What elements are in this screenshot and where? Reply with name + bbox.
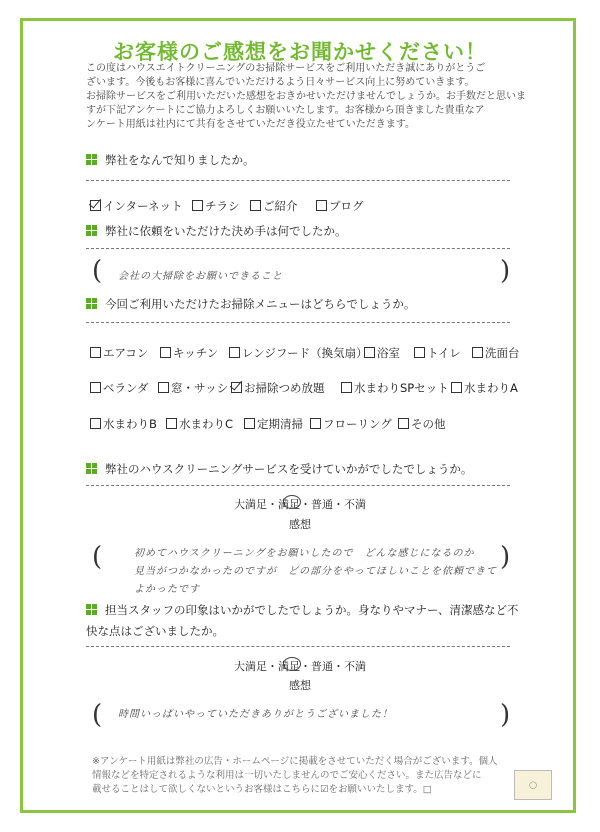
option-other[interactable] [398, 416, 446, 432]
checkbox[interactable] [244, 418, 255, 429]
q4-comment-label: 感想 [289, 518, 311, 531]
divider [86, 322, 510, 323]
footer-line: ※アンケート用紙は弊社の広告・ホームページに掲載をさせていただく場合がございます。個人 [92, 756, 498, 767]
open-paren: ( [92, 542, 103, 572]
option-label: 水まわりB [103, 417, 157, 431]
option-bathroom[interactable] [364, 345, 400, 361]
checkbox[interactable] [158, 382, 169, 393]
option-label: 定期清掃 [257, 417, 303, 431]
checkbox[interactable] [166, 418, 177, 429]
checkbox[interactable] [414, 347, 425, 358]
footer-line: 情報などを特定されるような利用は一切いたしませんのでご安心ください。また広告などに [92, 770, 482, 781]
option-label: ブログ [329, 199, 364, 213]
close-paren: ) [500, 700, 511, 730]
option-label: エアコン [103, 346, 149, 360]
option-label: 浴室 [377, 346, 400, 360]
checkbox[interactable] [192, 200, 203, 211]
option-toilet[interactable] [414, 345, 461, 361]
intro-line: すが下記アンケートにご協力よろしくお願いいたします。お客様から頂きました貴重なア [86, 105, 485, 116]
close-paren: ) [500, 256, 511, 286]
option-label: 水まわりC [179, 417, 234, 431]
option-label: キッチン [173, 346, 219, 360]
divider [86, 646, 510, 647]
checkbox[interactable] [316, 200, 327, 211]
intro-line: お掃除サービスをご利用いただいた感想をおきかせいただけませんでしょうか。お手数だと思いま [86, 91, 526, 102]
option-regular-cleaning[interactable] [244, 416, 303, 432]
option-water-sp-set[interactable] [341, 380, 449, 396]
option-water-a[interactable] [451, 380, 518, 396]
option-flooring[interactable] [310, 416, 392, 432]
checkbox[interactable] [250, 200, 261, 211]
checkbox[interactable] [341, 382, 352, 393]
close-paren: ) [500, 542, 511, 572]
option-internet[interactable] [90, 198, 182, 214]
divider [86, 180, 510, 181]
question-4 [86, 461, 472, 477]
q5-comment-label: 感想 [289, 679, 311, 692]
checkbox[interactable] [398, 418, 409, 429]
question-2 [86, 223, 347, 239]
option-label: ベランダ [103, 381, 149, 395]
intro-text [86, 62, 526, 132]
option-flyer[interactable] [192, 198, 240, 214]
q4-rating-scale: 大満足・満足・普通・不満 [234, 498, 366, 511]
checkbox-checked[interactable] [90, 200, 101, 211]
option-label: お掃除つめ放題 [244, 381, 325, 395]
intro-line: ンケート用紙は社内にて共有をさせていただき役立たせていただきます。 [86, 119, 415, 130]
option-water-c[interactable] [166, 416, 233, 432]
question-5-label: 担当スタッフの印象はいかがでしたでしょうか。身なりやマナー、清潔感など不快な点はございましたか。 [86, 603, 519, 638]
option-label: ご紹介 [263, 199, 298, 213]
intro-line: ざいます。今後もお客様に喜んでいただけるよう日々サービス向上に努めていきます。 [86, 77, 475, 88]
option-label: 水まわりA [464, 381, 518, 395]
option-kitchen[interactable] [160, 345, 218, 361]
option-aircon[interactable] [90, 345, 148, 361]
option-label: 水まわりSPセット [354, 381, 449, 395]
question-5 [86, 600, 526, 642]
green-squares-icon [86, 154, 97, 165]
checkbox[interactable] [310, 418, 321, 429]
option-window[interactable] [158, 380, 228, 396]
footer-note [92, 755, 522, 797]
option-blog[interactable] [316, 198, 364, 214]
open-paren: ( [92, 700, 103, 730]
option-label: チラシ [205, 199, 240, 213]
checkbox[interactable] [364, 347, 375, 358]
seal-stamp-icon: ◯ [514, 770, 552, 800]
option-washbasin[interactable] [472, 345, 520, 361]
question-1 [86, 152, 255, 168]
option-all-you-can-clean[interactable] [231, 380, 325, 396]
intro-line: この度はハウスエイトクリーニングのお掃除サービスをご利用いただき誠にありがとうご [86, 63, 486, 74]
q4-handwritten-line: よかったです [134, 584, 200, 595]
option-label: その他 [411, 417, 446, 431]
open-paren: ( [92, 256, 103, 286]
question-2-label: 弊社に依頼をいただけた決め手は何でしたか。 [105, 224, 347, 238]
footer-line: 載せることはして欲しくないというお客様はこちらに☑をお願いいたします。□ [92, 784, 432, 795]
green-squares-icon [86, 225, 97, 236]
q4-handwritten-line: 見当がつかなかったのですが どの部分をやってほしいことを依頼できて [134, 566, 497, 577]
divider [86, 248, 510, 249]
checkbox[interactable] [160, 347, 171, 358]
option-label: トイレ [427, 346, 461, 360]
option-veranda[interactable] [90, 380, 149, 396]
q5-rating-scale: 大満足・満足・普通・不満 [234, 660, 366, 673]
checkbox[interactable] [451, 382, 462, 393]
question-3 [86, 296, 415, 312]
survey-title: お客様のご感想をお聞かせください！ [113, 40, 487, 64]
green-squares-icon [86, 463, 97, 474]
divider [86, 485, 510, 486]
q2-handwritten-answer: 会社の大掃除をお願いできること [118, 271, 283, 282]
option-label: インターネット [103, 199, 183, 213]
green-squares-icon [86, 604, 97, 615]
checkbox[interactable] [90, 382, 101, 393]
option-referral[interactable] [250, 198, 298, 214]
option-rangehood[interactable] [229, 345, 368, 361]
q4-handwritten-line: 初めてハウスクリーニングをお願いしたので どんな感じになるのか [134, 548, 475, 559]
checkbox[interactable] [472, 347, 483, 358]
option-water-b[interactable] [90, 416, 157, 432]
checkbox[interactable] [229, 347, 240, 358]
checkbox-checked[interactable] [231, 382, 242, 393]
question-1-label: 弊社をなんで知りましたか。 [105, 153, 255, 167]
green-squares-icon [86, 298, 97, 309]
checkbox[interactable] [90, 347, 101, 358]
rating-circle-mark [283, 495, 301, 509]
rating-circle-mark [283, 657, 301, 671]
checkbox[interactable] [90, 418, 101, 429]
option-label: 窓・サッシ [171, 381, 229, 395]
question-4-label: 弊社のハウスクリーニングサービスを受けていかがでしたでしょうか。 [105, 462, 473, 476]
q5-handwritten-answer: 時間いっぱいやっていただきありがとうございました！ [118, 709, 393, 720]
option-label: フローリング [323, 417, 392, 431]
option-label: レンジフード（換気扇） [242, 346, 368, 360]
option-label: 洗面台 [485, 346, 520, 360]
question-3-label: 今回ご利用いただけたお掃除メニューはどちらでしょうか。 [105, 297, 416, 311]
